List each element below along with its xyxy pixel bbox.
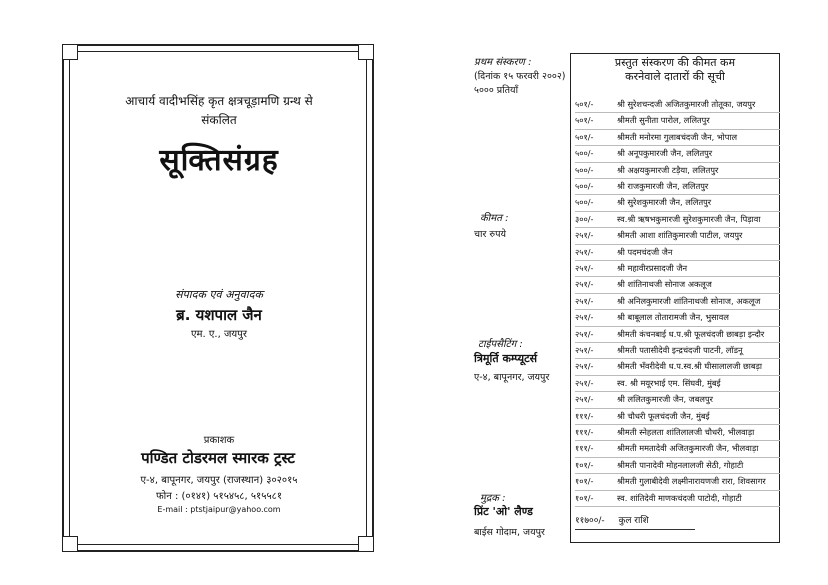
publisher-address: ए-४, बापूनगर, जयपुर (राजस्थान) ३०२०१५: [140, 475, 298, 486]
donor-row: [575, 375, 780, 392]
donor-row: [575, 244, 780, 261]
donor-row: [575, 391, 780, 408]
price-value: चार रुपये: [474, 229, 506, 240]
editor-name: ब्र. यशपाल जैन: [176, 306, 262, 324]
donor-amount: १११/-: [575, 427, 594, 437]
donor-name: श्री पदमचंदजी जैन: [617, 246, 673, 257]
donor-name: स्व. शांतिदेवी माणकचंदजी पाटोदी, गोहाटी: [617, 492, 742, 503]
donor-row: [575, 227, 780, 244]
donor-amount: ५०१/-: [575, 115, 594, 126]
donor-name: श्री ललितकुमारजी जैन, जबलपुर: [617, 394, 713, 405]
donor-amount: ५००/-: [575, 148, 594, 159]
donor-name: श्री शांतिनाथजी सोनाज अकलूज: [617, 279, 712, 290]
donor-amount: १०१/-: [575, 476, 594, 487]
donor-row: [575, 326, 780, 343]
donor-row: [575, 276, 780, 293]
typesetting-address: ए-४, बापूनगर, जयपुर: [474, 372, 550, 383]
donor-name: स्व.श्री ऋषभकुमारजी सुरेशकुमारजी जैन, पिड़ावा: [617, 213, 761, 224]
total-amount: ११७००/-: [575, 516, 605, 526]
donor-row: [575, 408, 780, 425]
donor-heading-line: करनेवाले दातारों की सूची: [625, 70, 725, 83]
donor-amount: २५१/-: [575, 312, 594, 323]
donor-amount: ५००/-: [575, 164, 594, 175]
frame-corner-ornament: [62, 536, 78, 552]
donor-name: श्रीमती आशा शांतिकुमारजी पाटील, जयपुर: [617, 230, 743, 241]
donor-row: [575, 293, 780, 310]
printer-address: बाईस गोदाम, जयपुर: [474, 527, 545, 538]
typesetting-name: त्रिमूर्ति कम्प्यूटर्स: [474, 352, 538, 365]
edition-heading: प्रथम संस्करण :: [474, 57, 532, 68]
donor-row: [575, 457, 780, 474]
donor-row: [575, 424, 780, 441]
donor-name: श्रीमती पानादेवी मोहनलालजी सेठी, गोहाटी: [617, 459, 744, 470]
donor-row: [575, 490, 780, 507]
donor-name: श्रीमती मनोरमा गुलाबचंदजी जैन, भोपाल: [617, 131, 738, 142]
publisher-email: E-mail : ptstjaipur@yahoo.com: [157, 505, 281, 514]
donor-row: [575, 178, 780, 195]
donor-row: [575, 473, 780, 490]
donor-row: [575, 96, 780, 113]
cover-subtitle: आचार्य वादीभसिंह कृत क्षत्रचूड़ामणि ग्रन्थ से: [125, 94, 313, 108]
donor-name: श्रीमती कंचनबाई ध.प.श्री फूलचंदजी छाबड़ा इन्दौर: [617, 328, 765, 339]
publisher-phone: फोन : (०१४१) ५१५४५८, ५१५५८१: [155, 491, 283, 502]
frame-corner-ornament: [62, 44, 78, 60]
donor-amount: २५१/-: [575, 377, 594, 388]
donor-name: श्री सुरेशचन्दजी अजितकुमारजी तोतूका, जयपुर: [617, 99, 756, 109]
donor-name: श्रीमती स्नेहलता शांतिलालजी चौधरी, भीलवाड़ा: [617, 427, 755, 437]
donor-amount: १११/-: [575, 443, 594, 454]
donor-amount: २५१/-: [575, 246, 594, 257]
donor-amount: ३००/-: [575, 213, 594, 224]
donor-amount: ५०१/-: [575, 131, 594, 142]
donor-amount: १०१/-: [575, 459, 594, 470]
donor-row: [575, 260, 780, 277]
printer-heading: मुद्रक :: [480, 493, 506, 504]
donor-row: [575, 162, 780, 179]
donor-name: श्री अनिलकुमारजी शांतिनाथजी सोनाज, अकलूज: [617, 295, 761, 306]
donor-row: [575, 211, 780, 228]
cover-title: सूक्तिसंग्रह: [159, 143, 279, 178]
donor-name: श्रीमती सुनीता पारोल, ललितपुर: [617, 115, 710, 126]
donor-amount: २५१/-: [575, 279, 594, 290]
donor-amount: २५१/-: [575, 394, 594, 405]
donor-amount: २५१/-: [575, 295, 594, 306]
donor-amount: २५१/-: [575, 345, 594, 355]
donor-amount: ५००/-: [575, 181, 594, 191]
donor-name: श्री चौधरी फूलचंदजी जैन, मुंबई: [617, 410, 710, 421]
donor-amount: १११/-: [575, 410, 594, 421]
donor-amount: २५१/-: [575, 230, 594, 241]
donor-amount: ५०१/-: [575, 99, 594, 109]
donor-name: श्रीमती भँवरीदेवी ध.प.स्व.श्री घीसालालजी छाबड़ा: [617, 361, 763, 372]
editor-label: संपादक एवं अनुवादक: [175, 288, 263, 301]
donor-amount: ५००/-: [575, 197, 594, 208]
donor-amount: १०१/-: [575, 492, 594, 503]
donor-name: श्री बाबूलाल तोतारामजी जैन, भुसावल: [617, 312, 729, 323]
donor-name: स्व. श्री मयूरभाई एम. सिंघवी, मुंबई: [617, 377, 721, 388]
donor-name: श्रीमती गुलाबीदेवी लक्ष्मीनारायणजी रारा, शिवसागर: [617, 476, 766, 487]
donor-row: [575, 440, 780, 457]
donor-row: [575, 342, 780, 359]
donor-row: [575, 112, 780, 129]
donor-name: श्री अनूपकुमारजी जैन, ललितपुर: [617, 148, 713, 159]
frame-corner-ornament: [358, 44, 374, 60]
donor-name: श्री राजकुमारजी जैन, ललितपुर: [617, 181, 709, 191]
donor-row: [575, 309, 780, 326]
edition-date: (दिनांक १५ फरवरी २००२): [474, 71, 566, 82]
donor-amount: २५१/-: [575, 328, 594, 339]
donor-name: श्री सुरेशकुमारजी जैन, ललितपुर: [617, 197, 712, 208]
edition-copies: ५००० प्रतियाँ: [474, 85, 519, 96]
donor-amount: २५१/-: [575, 263, 594, 273]
donor-heading-line: प्रस्तुत संस्करण की कीमत कम: [614, 56, 736, 69]
editor-qualification: एम. ए., जयपुर: [191, 329, 247, 340]
donor-row: [575, 129, 780, 146]
donor-row: [575, 194, 780, 211]
donor-name: श्री महावीरप्रसादजी जैन: [617, 263, 687, 273]
donor-name: श्रीमती पतासीदेवी इन्द्रचंदजी पाटनी, लॉडनू: [617, 345, 743, 355]
donor-name: श्रीमती ममतादेवी अजितकुमारजी जैन, भीलवाड़ा: [617, 443, 759, 454]
total-label: कुल राशि: [618, 516, 649, 526]
publisher-label: प्रकाशक: [203, 435, 235, 446]
donor-name: श्री अक्षयकुमारजी टड़ैया, ललितपुर: [617, 164, 719, 175]
printer-name: प्रिंट 'ओ' लैण्ड: [474, 505, 533, 518]
donor-list-heading: [570, 56, 780, 84]
typesetting-heading: टाईपसैटिंग :: [478, 339, 523, 350]
price-heading: कीमत :: [480, 213, 509, 224]
cover-compiled-label: संकलित: [201, 113, 237, 127]
frame-corner-ornament: [358, 536, 374, 552]
donor-row: [575, 145, 780, 162]
donor-row: [575, 358, 780, 375]
donor-amount: २५१/-: [575, 361, 594, 372]
donor-total: [575, 513, 695, 530]
publisher-name: पण्डित टोडरमल स्मारक ट्रस्ट: [141, 449, 295, 467]
